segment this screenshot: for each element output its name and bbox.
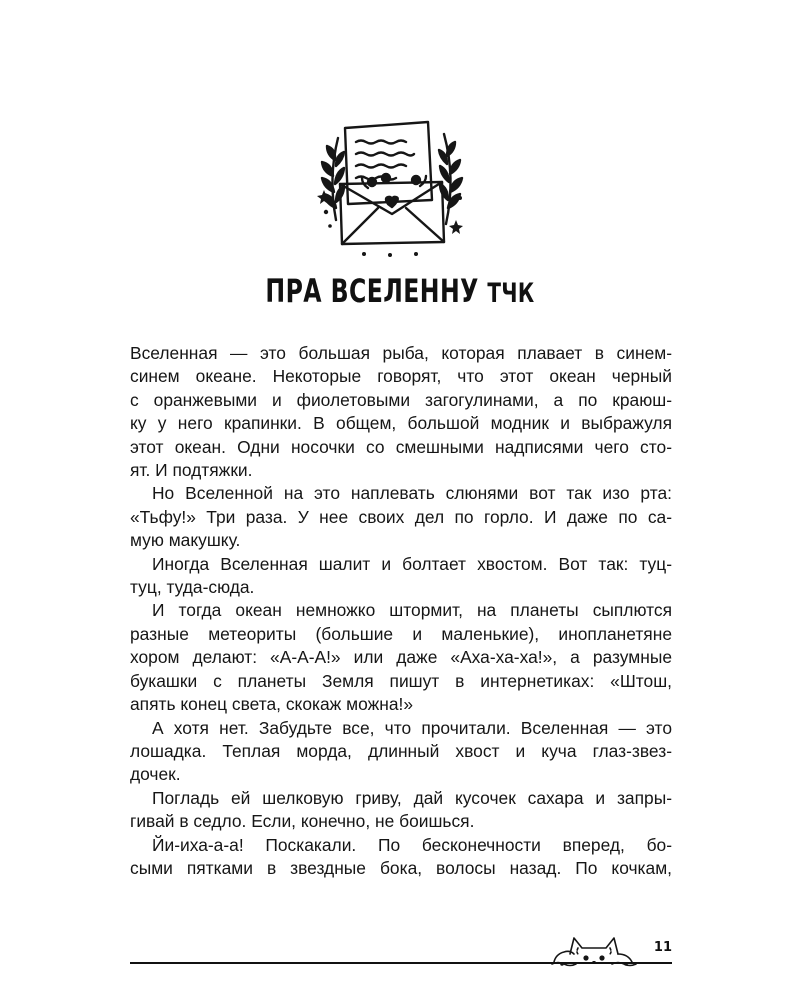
text-line: дочек. [130, 764, 181, 785]
text-line: этот океан. Одни носочки со смешными надписями чего сто- [130, 436, 672, 457]
text-line: букашки с планеты Земля пишут в интернетиках: «Штош, [130, 670, 672, 691]
text-line: мую макушку. [130, 530, 241, 551]
footer-rule [130, 962, 672, 964]
envelope-letter-illustration-icon [310, 108, 470, 258]
text-line: разные метеориты (большие и маленькие), инопланетяне [130, 623, 672, 644]
text-line: А хотя нет. Забудьте все, что прочитали. Вселенная — это [152, 717, 672, 738]
text-line: ку у него крапинки. В общем, большой модник и выбражуля [130, 413, 672, 434]
text-line: хором делают: «А-А-А!» или даже «Аха-ха-ха!», а разумные [130, 647, 672, 668]
text-line: «Тьфу!» Три раза. У нее своих дел по горло. И даже по са- [130, 506, 672, 527]
text-line: Но Вселенной на это наплевать слюнями вот так изо рта: [152, 483, 672, 504]
text-line: Иногда Вселенная шалит и болтает хвостом. Вот так: туц- [152, 553, 672, 574]
text-line: апять конец света, скокаж можна!» [130, 694, 413, 715]
text-line: синем океане. Некоторые говорят, что этот океан черный [130, 366, 672, 387]
chapter-title-small: ТЧК [487, 278, 535, 309]
text-line: И тогда океан немножко штормит, на планеты сыплются [152, 600, 672, 621]
text-line: гивай в седло. Если, конечно, не боишься. [130, 811, 475, 832]
page-number: 11 [653, 940, 672, 955]
chapter-title [72, 272, 728, 310]
text-line: лошадка. Теплая морда, длинный хвост и куча глаз-звез- [130, 740, 672, 761]
text-line: Вселенная — это большая рыба, которая плавает в синем- [130, 343, 672, 363]
text-line: Йи-иха-а-а! Поскакали. По бесконечности вперед, бо- [152, 834, 672, 855]
chapter-title-main: ПРА ВСЕЛЕННУ [265, 272, 479, 310]
text-line: туц, туда-сюда. [130, 577, 255, 598]
text-line: сыми пятками в звездные бока, волосы назад. По кочкам, [130, 857, 672, 878]
text-line: ят. И подтяжки. [130, 460, 253, 481]
text-line: с оранжевыми и фиолетовыми загогулинами, а по краюш- [130, 389, 672, 410]
text-line: Погладь ей шелковую гриву, дай кусочек сахара и запры- [152, 787, 672, 808]
body-text [130, 342, 672, 880]
